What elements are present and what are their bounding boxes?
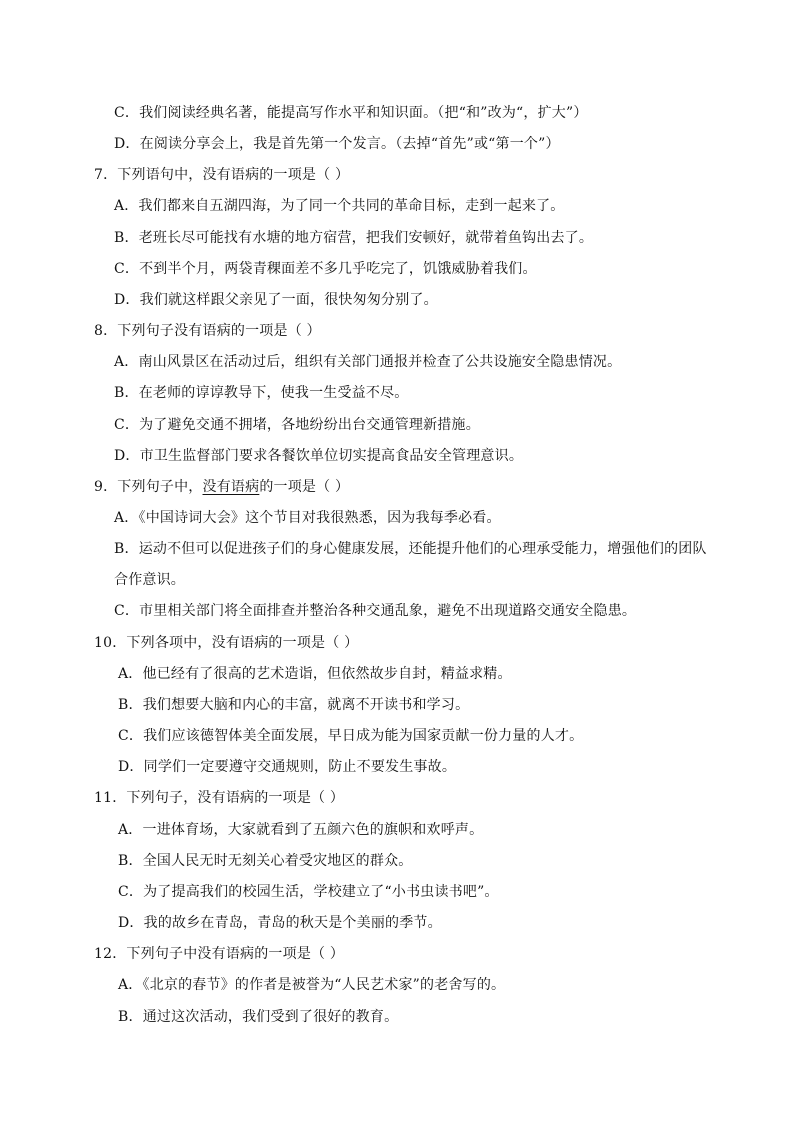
option-12b: B．通过这次活动，我们受到了很好的教育。	[118, 1009, 399, 1025]
option-9b: B．运动不但可以促进孩子们的身心健康发展，还能提升他们的心理承受能力，增强他们的团队	[114, 541, 707, 557]
option-6d: D．在阅读分享会上，我是首先第一个发言。（去掉“首先”或“第一个”）	[114, 136, 560, 152]
question-10: 10．下列各项中，没有语病的一项是（ ）	[94, 635, 359, 651]
option-6c: C．我们阅读经典名著，能提高写作水平和知识面。（把“和”改为“，扩大”）	[114, 105, 588, 121]
question-9-underlined-phrase: 没有语病	[202, 479, 260, 495]
option-10d: D．同学们一定要遵守交通规则，防止不要发生事故。	[118, 759, 457, 775]
option-7c: C．不到半个月，两袋青稞面差不多几乎吃完了，饥饿威胁着我们。	[114, 261, 537, 277]
option-10c: C．我们应该德智体美全面发展，早日成为能为国家贡献一份力量的人才。	[118, 728, 584, 744]
question-9	[94, 477, 349, 497]
question-11: 11．下列句子，没有语病的一项是（ ）	[94, 790, 345, 806]
option-11d: D．我的故乡在青岛，青岛的秋天是个美丽的季节。	[118, 915, 442, 931]
question-9-suffix: 的一项是（ ）	[259, 479, 350, 495]
option-9c: C．市里相关部门将全面排查并整治各种交通乱象，避免不出现道路交通安全隐患。	[114, 603, 637, 619]
option-10a: A．他已经有了很高的艺术造诣，但依然故步自封，精益求精。	[118, 666, 512, 682]
option-9a: A．《中国诗词大会》这个节目对我很熟悉，因为我每季必看。	[114, 510, 501, 526]
option-9b-continuation: 合作意识。	[114, 572, 185, 588]
option-8b: B．在老师的谆谆教导下，使我一生受益不尽。	[114, 385, 409, 401]
option-7a: A．我们都来自五湖四海，为了同一个共同的革命目标，走到一起来了。	[114, 198, 565, 214]
question-8: 8．下列句子没有语病的一项是（ ）	[94, 323, 321, 339]
option-10b: B．我们想要大脑和内心的丰富，就离不开读书和学习。	[118, 697, 470, 713]
option-8c: C．为了避免交通不拥堵，各地纷纷出台交通管理新措施。	[114, 417, 480, 433]
option-12a: A．《北京的春节》的作者是被誉为“人民艺术家”的老舍写的。	[118, 977, 506, 993]
option-8a: A．南山风景区在活动过后，组织有关部门通报并检查了公共设施安全隐患情况。	[114, 354, 622, 370]
option-7d: D．我们就这样跟父亲见了一面，很快匆匆分别了。	[114, 292, 438, 308]
option-11b: B．全国人民无时无刻关心着受灾地区的群众。	[118, 853, 413, 869]
question-9-prefix: 9．下列句子中，	[94, 479, 203, 495]
option-11c: C．为了提高我们的校园生活，学校建立了“小书虫读书吧”。	[118, 884, 499, 900]
option-11a: A．一进体育场，大家就看到了五颜六色的旗帜和欢呼声。	[118, 822, 484, 838]
option-7b: B．老班长尽可能找有水塘的地方宿营，把我们安顿好，就带着鱼钩出去了。	[114, 230, 594, 246]
question-7: 7．下列语句中，没有语病的一项是（ ）	[94, 167, 350, 183]
option-8d: D．市卫生监督部门要求各餐饮单位切实提高食品安全管理意识。	[114, 448, 524, 464]
question-12: 12．下列句子中没有语病的一项是（ ）	[94, 946, 345, 962]
